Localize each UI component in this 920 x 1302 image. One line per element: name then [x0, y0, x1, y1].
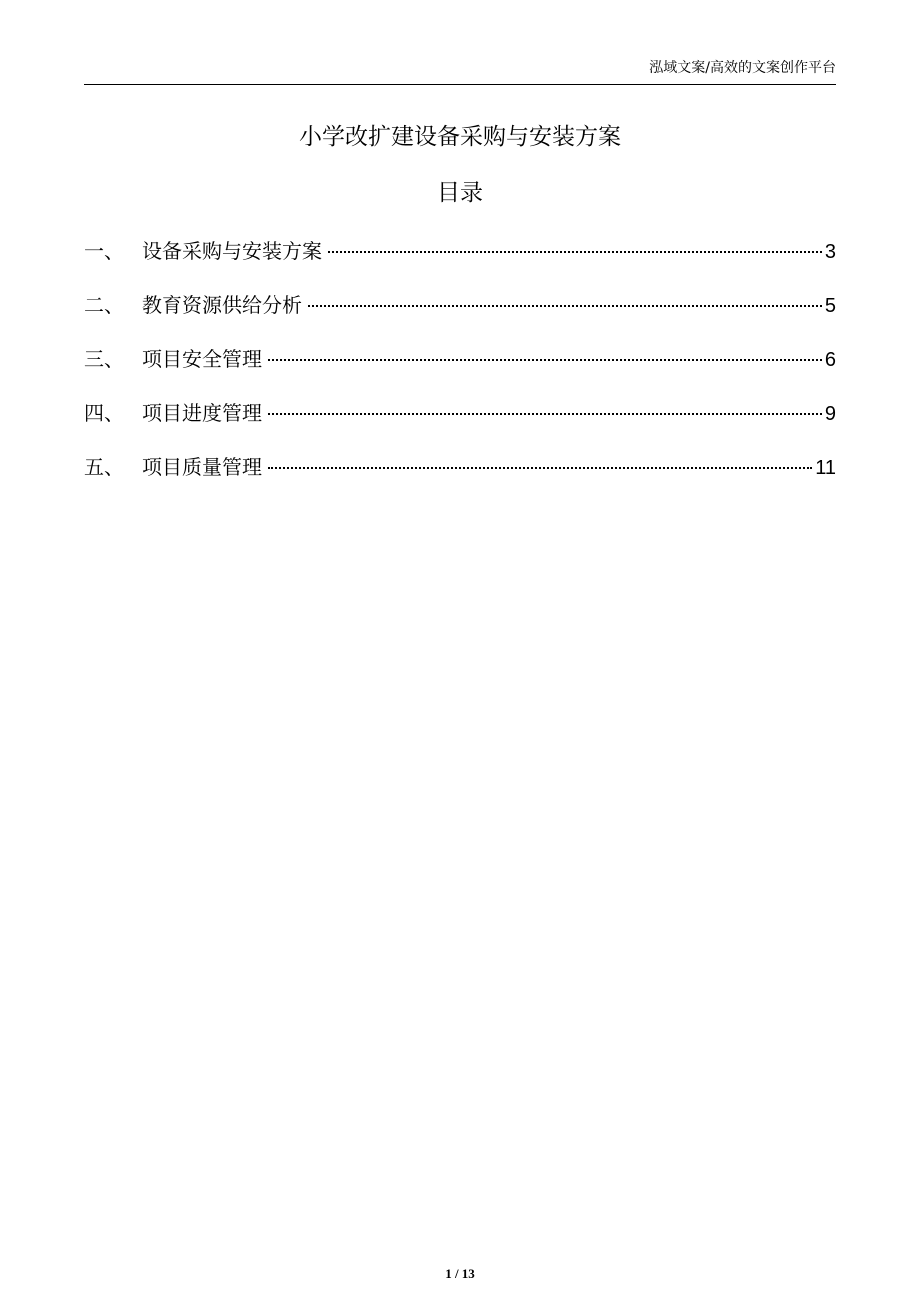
document-title: 小学改扩建设备采购与安装方案: [299, 124, 621, 150]
toc-entry-page[interactable]: 5: [824, 295, 836, 317]
toc-entry[interactable]: [84, 287, 836, 341]
toc-entry-title[interactable]: 设备采购与安装方案: [142, 239, 322, 263]
toc-entry-page[interactable]: 6: [824, 349, 836, 371]
toc-entry[interactable]: [84, 449, 836, 503]
page-header-text: 泓域文案/高效的文案创作平台: [649, 60, 836, 76]
toc-dot-leader: [268, 359, 822, 361]
toc-entry-title[interactable]: 教育资源供给分析: [142, 293, 302, 317]
toc-entry-page[interactable]: 11: [815, 457, 836, 479]
toc-entry-title[interactable]: 项目进度管理: [142, 401, 262, 425]
toc-entry-number: 四、: [84, 401, 124, 425]
toc-entry-number: 三、: [84, 347, 124, 371]
table-of-contents: [84, 233, 836, 503]
toc-entry-page[interactable]: 9: [824, 403, 836, 425]
toc-entry-number: 一、: [84, 239, 124, 263]
toc-entry-number: 二、: [84, 293, 124, 317]
toc-entry-title[interactable]: 项目安全管理: [142, 347, 262, 371]
toc-entry[interactable]: [84, 233, 836, 287]
toc-entry[interactable]: [84, 341, 836, 395]
toc-dot-leader: [268, 467, 812, 469]
toc-dot-leader: [268, 413, 822, 415]
header-divider: [84, 84, 836, 85]
toc-entry-number: 五、: [84, 455, 124, 479]
toc-entry-title[interactable]: 项目质量管理: [142, 455, 262, 479]
page-number-footer: 1 / 13: [445, 1266, 475, 1281]
toc-dot-leader: [308, 305, 822, 307]
toc-entry[interactable]: [84, 395, 836, 449]
toc-dot-leader: [328, 251, 822, 253]
toc-heading: 目录: [437, 180, 483, 206]
toc-entry-page[interactable]: 3: [824, 241, 836, 263]
